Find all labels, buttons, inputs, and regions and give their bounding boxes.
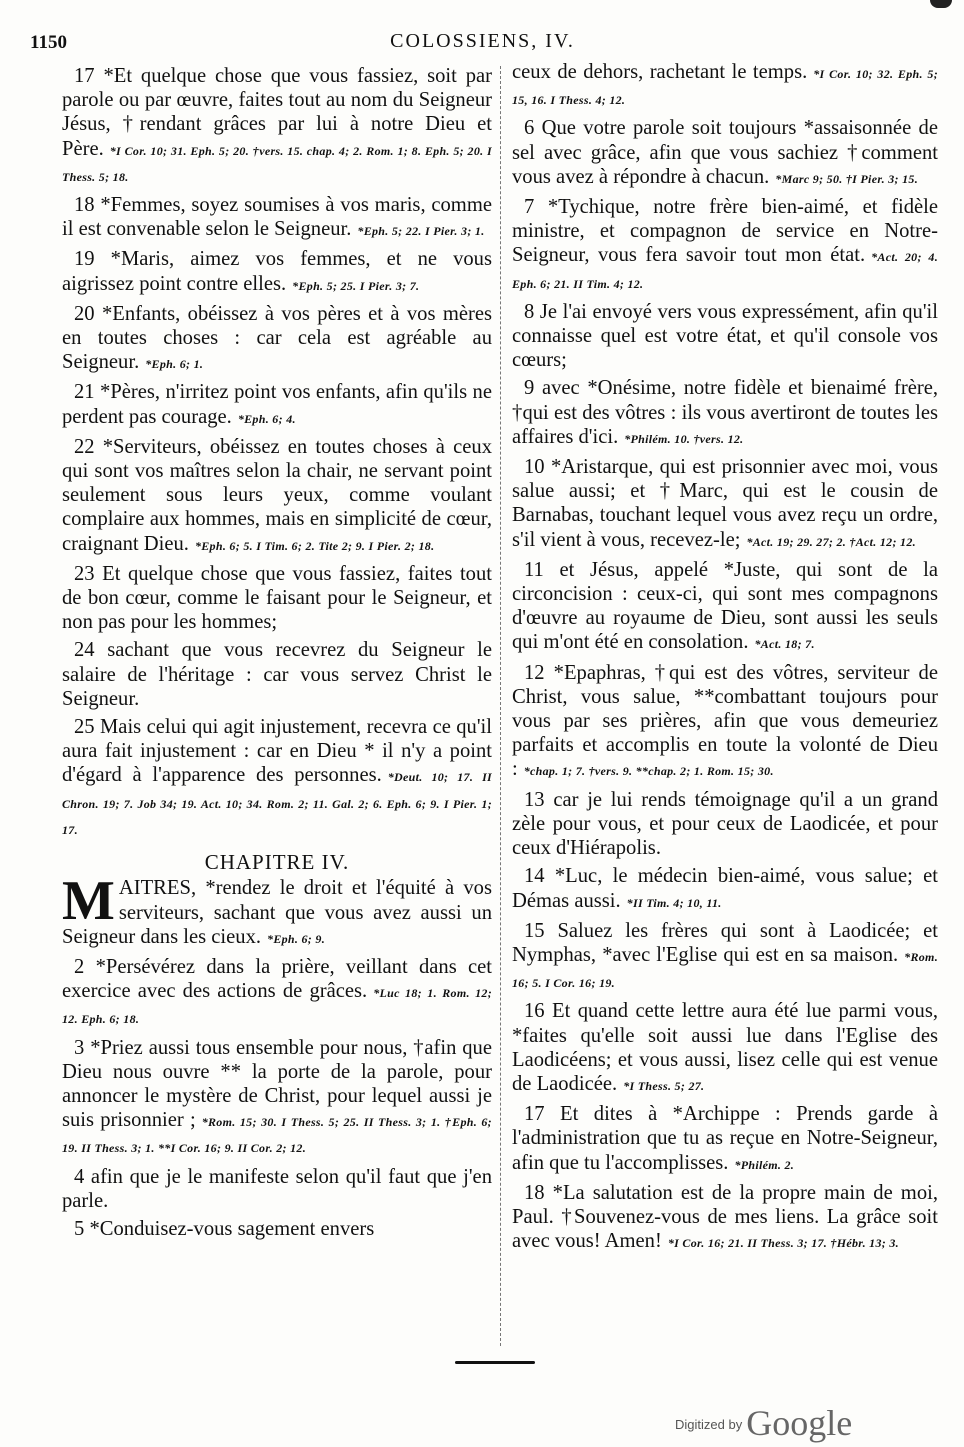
verse-text: 12 *Epaphras, †qui est des vôtres, serviteur de Christ, vous salue, **combattant toujours pour vous par ses prières, afin que vous demeuriez parfaits et accomplis en toute la volonté de Dieu : bbox=[512, 661, 938, 781]
cross-reference: *Eph. 5; 25. I Pier. 3; 7. bbox=[292, 278, 420, 293]
verse-list bbox=[62, 955, 492, 1241]
verse-text: 13 car je lui rends témoignage qu'il a un grand zèle pour vous, et pour ceux de Laodicée, et pour ceux d'Hiérapolis. bbox=[512, 788, 938, 860]
verse-text: 4 afin que je le manifeste selon qu'il faut que j'en parle. bbox=[62, 1165, 492, 1212]
verse-list bbox=[512, 116, 938, 1255]
chapter-opening-verse bbox=[62, 870, 492, 951]
verse bbox=[512, 1181, 938, 1256]
cross-reference: *Act. 20; 4. Eph. 6; 21. II Tim. 4; 12. bbox=[512, 250, 938, 291]
verse bbox=[62, 638, 492, 711]
cross-reference: *II Tim. 4; 10, 11. bbox=[626, 895, 722, 910]
cross-reference: *Eph. 6; 9. bbox=[267, 931, 326, 946]
verse-text: ceux de dehors, rachetant le temps. bbox=[512, 61, 808, 83]
verse-text: 17 Et dites à *Archippe : Prends garde à l'administration que tu as reçue en Notre-Seigneur, afin que tu l'accomplisses. bbox=[512, 1103, 938, 1174]
cross-reference: *Eph. 6; 5. I Tim. 6; 2. Tite 2; 9. I Pier. 2; 18. bbox=[194, 538, 435, 553]
verse-list bbox=[62, 64, 492, 842]
cross-reference: *Rom. 16; 5. I Cor. 16; 19. bbox=[512, 949, 938, 991]
verse-text: 10 *Aristarque, qui est prisonnier avec moi, vous salue aussi; et †Marc, qui est le cousin de Barnabas, touchant lequel vous avez reçu un ordre, s'il vient à vous, recevez-le; bbox=[512, 456, 938, 551]
chapter-heading: CHAPITRE IV. bbox=[204, 850, 350, 875]
cross-reference: *I Cor. 16; 21. II Thess. 3; 17. †Hébr. 13; 3. bbox=[667, 1236, 899, 1251]
cross-reference: *I Cor. 10; 32. Eph. 5; 15, 16. I Thess. 4; 12. bbox=[512, 67, 938, 108]
column-divider bbox=[500, 66, 501, 1346]
verse-text: 16 Et quand cette lettre aura été lue parmi vous, *faites qu'elle soit aussi lue dans l'Eglise des Laodicéens; et vous aussi, lisez celle qui est venue de Laodicée. bbox=[512, 1000, 938, 1095]
verse bbox=[62, 380, 492, 430]
cross-reference: *Marc 9; 50. †I Pier. 3; 15. bbox=[775, 171, 919, 186]
verse-text: 14 *Luc, le médecin bien-aimé, vous salue; et Démas aussi. bbox=[512, 865, 938, 912]
verse-text: 2 *Persévérez dans la prière, veillant dans cet exercice avec des actions de grâces. bbox=[62, 955, 492, 1003]
verse-text: 23 Et quelque chose que vous fassiez, faites tout de bon cœur, comme le faisant pour le Seigneur, et non pas pour les hommes; bbox=[62, 562, 492, 634]
verse bbox=[512, 116, 938, 191]
cross-reference: *Eph. 6; 1. bbox=[145, 357, 204, 372]
cross-reference: *Act. 18; 7. bbox=[754, 637, 815, 652]
cross-reference: *Eph. 5; 22. I Pier. 3; 1. bbox=[357, 224, 485, 239]
cross-reference: *Act. 19; 29. 27; 2. †Act. 12; 12. bbox=[746, 534, 916, 549]
verse bbox=[62, 715, 492, 842]
verse bbox=[512, 195, 938, 296]
verse-text: 18 *La salutation est de la propre main de moi, Paul. †Souvenez-vous de mes liens. La grâce soit avec vous! Amen! bbox=[512, 1181, 938, 1253]
verse-text: 6 Que votre parole soit toujours *assaisonnée de sel avec grâce, afin que vous sachiez †comment vous avez à répondre à chacun. bbox=[512, 117, 938, 188]
verse bbox=[62, 1217, 492, 1241]
verse-continuation bbox=[512, 60, 938, 112]
ink-mark bbox=[930, 0, 952, 8]
digitized-text: Digitized by bbox=[675, 1417, 743, 1432]
verse bbox=[62, 1165, 492, 1213]
verse bbox=[62, 302, 492, 377]
verse-text: 7 *Tychique, notre frère bien-aimé, et fidèle ministre, et compagnon de service en Notre-Seigneur, vous fera savoir tout mon état. bbox=[512, 196, 938, 267]
drop-cap: M bbox=[62, 870, 115, 933]
running-title: COLOSSIENS, IV. bbox=[390, 30, 575, 52]
verse-text: AITRES, *rendez le droit et l'équité à vos serviteurs, sachant que vous avez aussi un Seigneur dans les cieux. bbox=[62, 877, 492, 948]
left-column bbox=[62, 60, 492, 1241]
verse-text: 8 Je l'ai envoyé vers vous expressément, afin qu'il connaisse quel est votre état, et qu'il console vos cœurs; bbox=[512, 300, 938, 372]
cross-reference: *I Thess. 5; 27. bbox=[623, 1078, 705, 1093]
verse-text: 19 *Maris, aimez vos femmes, et ne vous aigrissez point contre elles. bbox=[62, 248, 492, 295]
verse bbox=[512, 376, 938, 451]
verse bbox=[62, 247, 492, 297]
verse bbox=[512, 558, 938, 657]
verse-text: 15 Saluez les frères qui sont à Laodicée; et Nymphas, *avec l'Eglise qui est en sa maison. bbox=[512, 919, 938, 966]
verse bbox=[62, 562, 492, 635]
verse bbox=[512, 919, 938, 996]
verse-text: 24 sachant que vous recevrez du Seigneur le salaire de l'héritage : car vous servez Christ le Seigneur. bbox=[62, 639, 492, 710]
verse-text: 9 avec *Onésime, notre fidèle et bienaimé frère, †qui est des vôtres : ils vous avertiront de toutes les affaires d'ici. bbox=[512, 377, 938, 448]
verse bbox=[62, 193, 492, 243]
verse bbox=[512, 999, 938, 1098]
verse bbox=[62, 435, 492, 558]
cross-reference: *chap. 1; 7. †vers. 9. **chap. 2; 1. Rom. 15; 30. bbox=[523, 764, 774, 779]
digitized-by-mark bbox=[675, 1402, 852, 1442]
right-column bbox=[512, 60, 938, 1255]
verse-text: 11 et Jésus, appelé *Juste, qui sont de la circoncision : ceux-ci, qui sont mes compagnons d'œuvre au royaume de Dieu, sont aussi les seuls qui m'ont été en consolation. bbox=[512, 558, 938, 654]
cross-reference: *Philém. 10. †vers. 12. bbox=[624, 431, 744, 446]
verse bbox=[62, 64, 492, 189]
cross-reference: *Eph. 6; 4. bbox=[237, 411, 296, 426]
verse bbox=[512, 864, 938, 914]
page-header bbox=[30, 30, 935, 58]
cross-reference: *Deut. 10; 17. II Chron. 19; 7. Job 34; 19. Act. 10; 34. Rom. 2; 11. Gal. 2; 6. Eph. 6; 9. I Pier. 1; 17. bbox=[62, 770, 493, 837]
verse-text: 17 *Et quelque chose que vous fassiez, soit par parole ou par œuvre, faites tout au nom du Seigneur Jésus, †rendant grâces par lui à notre Dieu et Père. bbox=[62, 65, 492, 160]
google-logo: Google bbox=[746, 1403, 853, 1443]
cross-reference: *Luc 18; 1. Rom. 12; 12. Eph. 6; 18. bbox=[62, 986, 492, 1027]
cross-reference: *Rom. 15; 30. I Thess. 5; 25. II Thess. 3; 1. †Eph. 6; 19. II Thess. 3; 1. **I Cor. 16; 9. II Cor. 2; 12. bbox=[62, 1115, 492, 1156]
verse bbox=[512, 661, 938, 784]
verse-text: 21 *Pères, n'irritez point vos enfants, afin qu'ils ne perdent pas courage. bbox=[62, 381, 492, 428]
verse bbox=[512, 300, 938, 373]
verse-text: 18 *Femmes, soyez soumises à vos maris, comme il est convenable selon le Seigneur. bbox=[62, 194, 492, 241]
verse-text: 3 *Priez aussi tous ensemble pour nous, †afin que Dieu nous ouvre ** la porte de la parole, pour annoncer le mystère de Christ, pour lequel aussi je suis prisonnier ; bbox=[62, 1036, 492, 1132]
verse-text: 5 *Conduisez-vous sagement envers bbox=[74, 1217, 375, 1240]
verse bbox=[512, 455, 938, 554]
verse-text: 20 *Enfants, obéissez à vos pères et à vos mères en toutes choses : car cela est agréable au Seigneur. bbox=[62, 302, 492, 374]
verse-text: 22 *Serviteurs, obéissez en toutes choses à ceux qui sont vos maîtres selon la chair, ne servant point seulement sous leurs yeux, comme voulant complaire aux hommes, mais en simplicité de cœur, craignant Dieu. bbox=[62, 435, 492, 555]
verse-text: 25 Mais celui qui agit injustement, recevra ce qu'il aura fait injustement : car en Dieu * il n'y a point d'égard à l'apparence des personnes. bbox=[62, 716, 492, 787]
verse bbox=[512, 788, 938, 861]
verse bbox=[62, 1036, 492, 1161]
end-rule bbox=[455, 1361, 535, 1364]
verse bbox=[512, 1102, 938, 1177]
cross-reference: *Philém. 2. bbox=[734, 1157, 795, 1172]
cross-reference: *I Cor. 10; 31. Eph. 5; 20. †vers. 15. chap. 4; 2. Rom. 1; 8. Eph. 5; 20. I Thess. 5; 18. bbox=[62, 143, 492, 184]
page-number: 1150 bbox=[30, 32, 67, 53]
verse bbox=[62, 955, 492, 1032]
